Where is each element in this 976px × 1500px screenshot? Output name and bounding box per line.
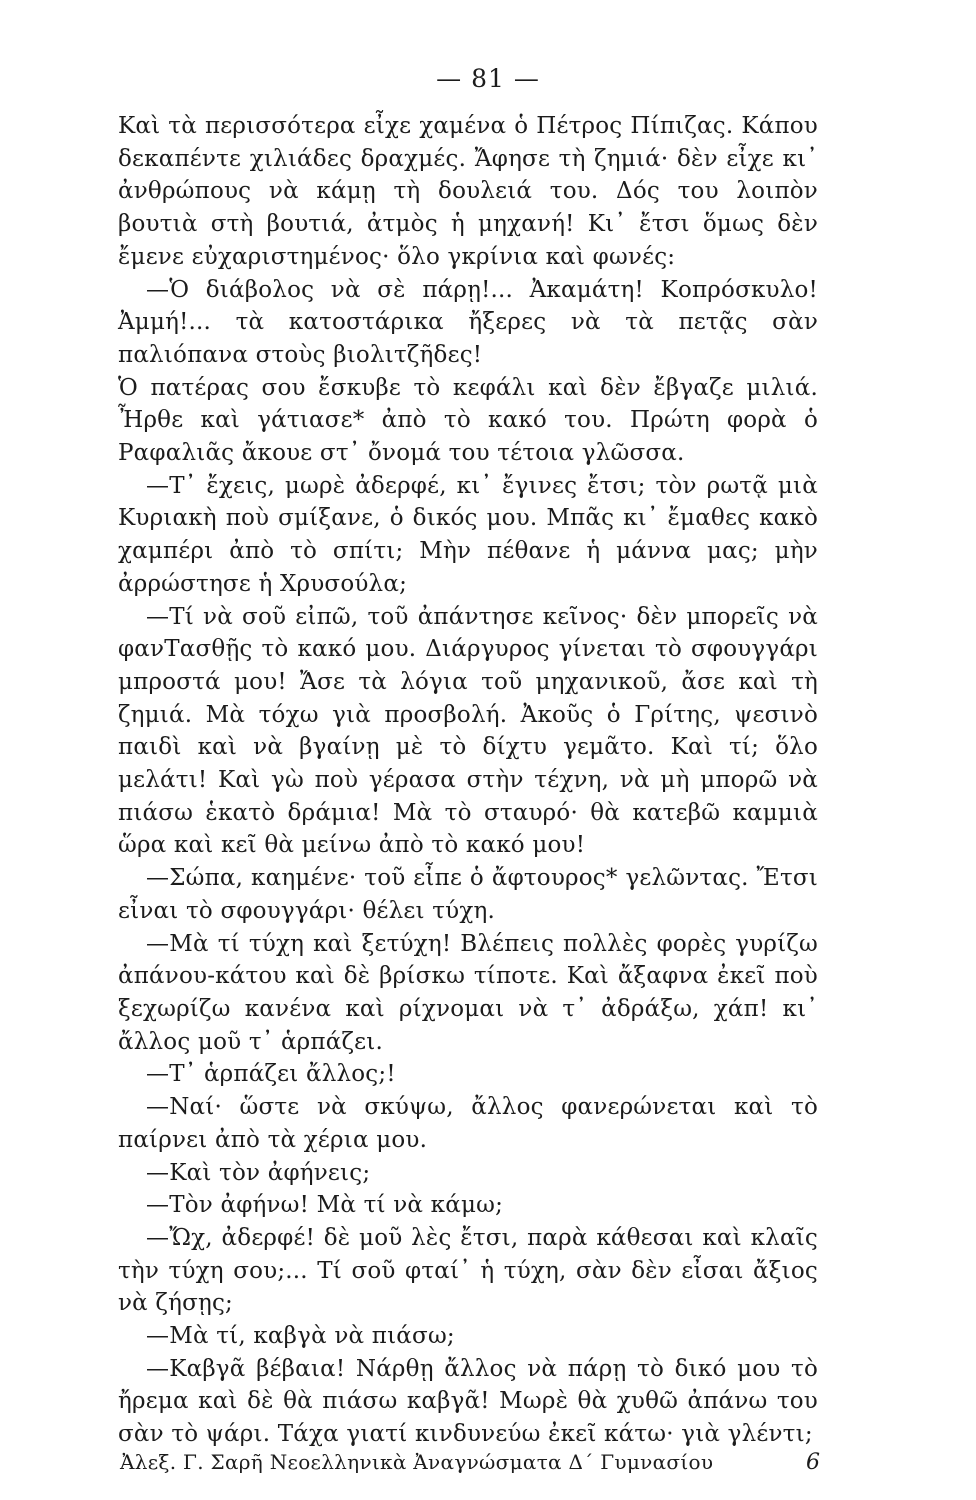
paragraph: —Μὰ τί τύχη καὶ ξετύχη! Βλέπεις πολλὲς φορὲς γυρίζω ἀπάνου-κάτου καὶ δὲ βρίσκω τίποτε. Καὶ ἄξαφνα ἐκεῖ ποὺ ξεχωρίζω κανένα καὶ ρίχνομαι νὰ τ᾽ ἀδράξω, χάπ! κι᾽ ἄλλος μοῦ τ᾽ ἁρπάζει.: [118, 930, 818, 1055]
paragraph: —Μὰ τί, καβγὰ νὰ πιάσω;: [146, 1323, 455, 1350]
paragraph: Καὶ τὰ περισσότερα εἶχε χαμένα ὁ Πέτρος Πίπιζας. Κάπου δεκαπέντε χιλιάδες δραχμές. Ἄφησε τὴ ζημιά· δὲν εἶχε κι᾽ ἀνθρώπους νὰ κάμῃ τὴ δουλειά του. Δός του λοιπὸν βουτιὰ στὴ βουτιά, ἀτμὸς ἡ μηχανή! Κι᾽ ἔτσι ὅμως δὲν ἔμενε εὐχαριστημένος· ὅλο γκρίνια καὶ φωνές:: [118, 113, 818, 270]
paragraph: —Τὸν ἀφήνω! Μὰ τί νὰ κάμω;: [146, 1192, 504, 1219]
paragraph: —Τί νὰ σοῦ εἰπῶ, τοῦ ἀπάντησε κεῖνος· δὲν μπορεῖς νὰ φανTασθῇς τὸ κακό μου. Διάργυρος γίνεται τὸ σφουγγάρι μπροστά μου! Ἄσε τὰ λόγια τοῦ μηχανικοῦ, ἄσε καὶ τὴ ζημιά. Μὰ τόχω γιὰ προσβολή. Ἀκοῦς ὁ Γρίτης, ψεσινὸ παιδὶ καὶ νὰ βγαίνῃ μὲ τὸ δίχτυ γεμᾶτο. Καὶ τί; ὅλο μελάτι! Καὶ γὼ ποὺ γέρασα στὴν τέχνη, νὰ μὴ μπορῶ νὰ πιάσω ἑκατὸ δράμια! Μὰ τὸ σταυρό· θὰ κατεβῶ καμμιὰ ὥρα καὶ κεῖ θὰ μείνω ἀπὸ τὸ κακό μου!: [118, 603, 818, 859]
signature-mark: 6: [806, 1450, 820, 1475]
paragraph: —Τ᾽ ἁρπάζει ἄλλος;!: [146, 1061, 396, 1088]
text-body: [118, 110, 818, 1451]
paragraph: —Καβγᾶ βέβαια! Νάρθῃ ἄλλος νὰ πάρῃ τὸ δικό μου τὸ ἤρεμα καὶ δὲ θὰ πιάσω καβγᾶ! Μωρὲ θὰ χυθῶ ἀπάνω του σὰν τὸ ψάρι. Τάχα γιατί κινδυνεύω ἐκεῖ κάτω· γιὰ γλέντι;: [118, 1355, 818, 1448]
paragraph: —Σώπα, καημένε· τοῦ εἶπε ὁ ἄφτουρος* γελῶντας. Ἔτσι εἶναι τὸ σφουγγάρι· θέλει τύχη.: [118, 865, 818, 924]
paragraph: —Ὤχ, ἀδερφέ! δὲ μοῦ λὲς ἔτσι, παρὰ κάθεσαι καὶ κλαῖς τὴν τύχη σου;... Τί σοῦ φταί᾽ ἡ τύχη, σὰν δὲν εἶσαι ἄξιος νὰ ζήσῃς;: [118, 1224, 818, 1317]
book-source: Ἀλεξ. Γ. Σαρῆ Νεοελληνικὰ Ἀναγνώσματα Δ´ Γυμνασίου: [120, 1450, 714, 1474]
paragraph: —Τ᾽ ἔχεις, μωρὲ ἀδερφέ, κι᾽ ἔγινες ἔτσι; τὸν ρωτᾷ μιὰ Κυριακὴ ποὺ σμίξανε, ὁ δικός μου. Μπᾶς κι᾽ ἔμαθες κακὸ χαμπέρι ἀπὸ τὸ σπίτι; Μὴν πέθανε ἡ μάννα μας; μὴν ἀρρώστησε ἡ Χρυσούλα;: [118, 472, 818, 597]
paragraph: —Ναί· ὥστε νὰ σκύψω, ἄλλος φανερώνεται καὶ τὸ παίρνει ἀπὸ τὰ χέρια μου.: [118, 1094, 818, 1153]
paragraph: —Ὁ διάβολος νὰ σὲ πάρῃ!... Ἀκαμάτη! Κοπρόσκυλο! Ἀμμή!... τὰ κατοστάρικα ἤξερες νὰ τὰ πετᾷς σὰν παλιόπανα στοὺς βιολιτζῆδες!: [118, 276, 818, 368]
page-footer: [120, 1450, 820, 1475]
page-number: — 81 —: [436, 64, 540, 93]
paragraph: —Καὶ τὸν ἀφήνεις;: [146, 1159, 371, 1186]
paragraph: Ὁ πατέρας σου ἔσκυβε τὸ κεφάλι καὶ δὲν ἔβγαζε μιλιά. Ἦρθε καὶ γάτιασε* ἀπὸ τὸ κακό του. Πρώτη φορὰ ὁ Ραφαλιᾶς ἄκουε στ᾽ ὄνομά του τέτοια γλῶσσα.: [118, 374, 818, 467]
